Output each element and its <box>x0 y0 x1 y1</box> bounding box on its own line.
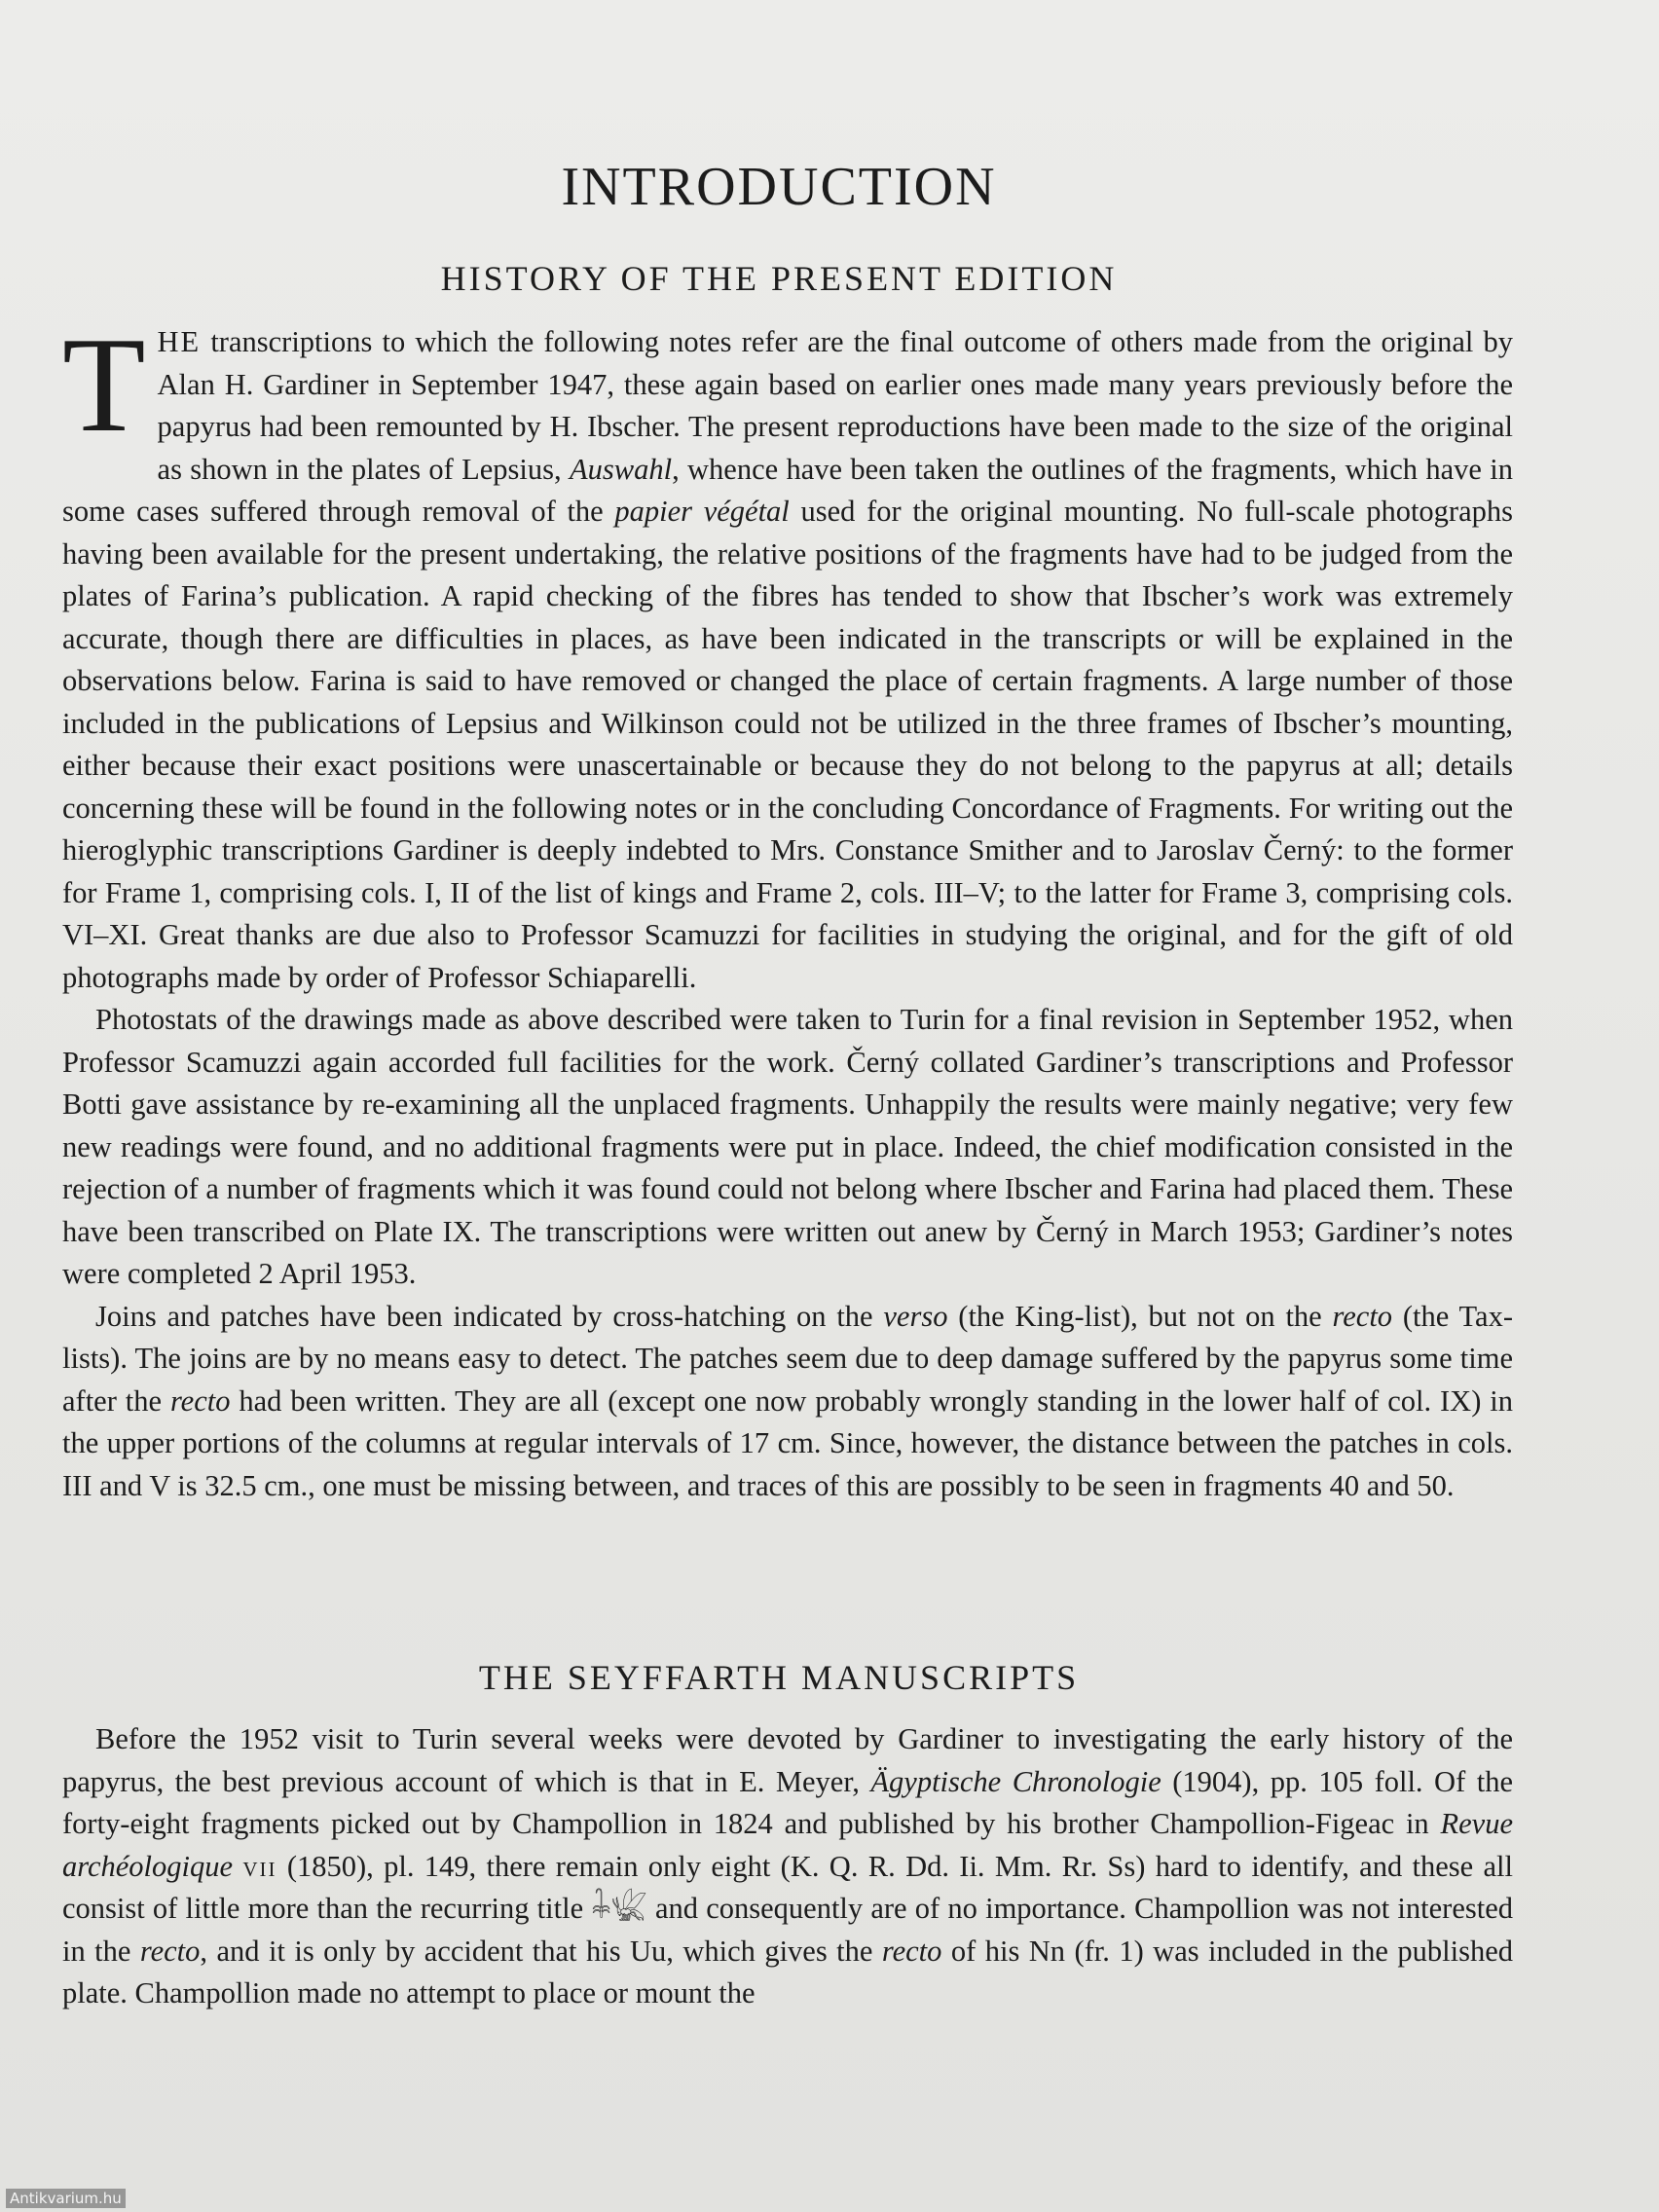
italic-term: Ägyptische Chronologie <box>870 1764 1161 1798</box>
lead-word: HE <box>157 325 202 358</box>
drop-cap: T <box>62 310 146 461</box>
italic-term: recto <box>1332 1299 1393 1333</box>
italic-term: recto <box>881 1934 942 1968</box>
italic-term: recto <box>139 1934 201 1968</box>
page-title: INTRODUCTION <box>561 157 997 217</box>
italic-term: verso <box>883 1299 948 1333</box>
paragraph: Before the 1952 visit to Turin several weeks were devoted by Gardiner to investigating the early history of the papyrus, the best previous account of which is that in E. Meyer, Ägyptische Chronologie (1904), pp. 105 foll. Of the forty-eight fragments picked out by Champollion in 1824 and published by his brother Champollion-Figeac in Revue archéologique vii (1850), pl. 149, there remain only eight (K. Q. R. Dd. Ii. Mm. Rr. Ss) hard to identify, and these all consist of little more than the recurring title 𓇓𓆤 and consequently are of no importance. Champollion was not interested in the recto, and it is only by accident that his Uu, which gives the recto of his Nn (fr. 1) was included in the published plate. Champollion made no attempt to place or mount the <box>62 1722 1514 2009</box>
hieroglyph-title: 𓇓𓆤 <box>591 1892 647 1925</box>
paragraph: THE transcriptions to which the following notes refer are the final outcome of others made from the original by Alan H. Gardiner in September 1947, these again based on earlier ones made many years previously before the papyrus had been remounted by H. Ibscher. The present reproductions have been made to the size of the original as shown in the plates of Lepsius, Auswahl, whence have been taken the outlines of the fragments, which have in some cases suffered through removal of the papier végétal used for the original mounting. No full-scale photographs having been available for the present undertaking, the relative positions of the fragments have had to be judged from the plates of Farina’s publication. A rapid checking of the fibres has tended to show that Ibscher’s work was extremely accurate, though there are difficulties in places, as have been indicated in the transcripts or will be explained in the observations below. Farina is said to have removed or changed the place of certain fragments. A large number of those included in the publications of Lepsius and Wilkinson could not be utilized in the three frames of Ibscher’s mounting, either because their exact positions were unascertainable or because they do not belong to the papyrus at all; details concerning these will be found in the following notes or in the concluding Concordance of Fragments. For writing out the hieroglyphic transcriptions Gardiner is deeply indebted to Mrs. Constance Smither and to Jaroslav Černý: to the former for Frame 1, comprising cols. I, II of the list of kings and Frame 2, cols. III–V; to the latter for Frame 3, comprising cols. VI–XI. Great thanks are due also to Professor Scamuzzi for facilities in studying the original, and for the gift of old photographs made by order of Professor Schiaparelli. <box>62 310 1513 994</box>
section-heading-seyffarth: THE SEYFFARTH MANUSCRIPTS <box>478 1658 1080 1697</box>
italic-term: papier végétal <box>614 495 790 528</box>
italic-term: recto <box>169 1383 231 1418</box>
italic-term: Auswahl <box>569 452 673 486</box>
paragraph: Photostats of the drawings made as above described were taken to Turin for a final revision in September 1952, when Professor Scamuzzi again accorded full facilities for the work. Černý collated Gardiner’s transcriptions and Professor Botti gave assistance by re-examining all the unplaced fragments. Unhappily the results were mainly negative; very few new readings were found, and no additional fragments were put in place. Indeed, the chief modification consisted in the rejection of a number of fragments which it was found could not belong where Ibscher and Farina had placed them. These have been transcribed on Plate IX. The transcriptions were written out anew by Černý in March 1953; Gardiner’s notes were completed 2 April 1953. <box>62 1003 1513 1290</box>
watermark: Antikvarium.hu <box>6 2189 126 2208</box>
section-heading-history: HISTORY OF THE PRESENT EDITION <box>440 259 1118 298</box>
section-body-seyffarth <box>62 1718 1513 2015</box>
italic-term: Revue archéologique <box>62 1807 1513 1883</box>
section-body-history <box>62 310 1513 1507</box>
volume-number: vii <box>242 1849 277 1883</box>
paragraph: Joins and patches have been indicated by cross-hatching on the verso (the King-list), but not on the recto (the Tax-lists). The joins are by no means easy to detect. The patches seem due to deep damage suffered by the papyrus some time after the recto had been written. They are all (except one now probably wrongly standing in the lower half of col. IX) in the upper portions of the columns at regular intervals of 17 cm. Since, however, the distance between the patches in cols. III and V is 32.5 cm., one must be missing between, and traces of this are possibly to be seen in fragments 40 and 50. <box>62 1299 1513 1502</box>
